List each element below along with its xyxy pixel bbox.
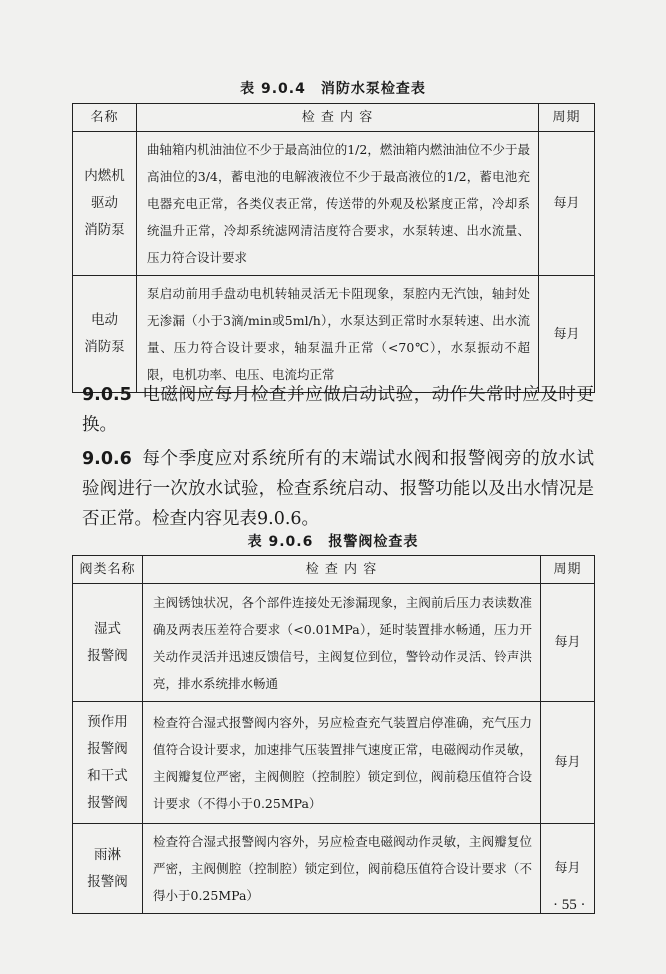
clause-text: 电磁阀应每月检查并应做启动试验，动作失常时应及时更换。 <box>82 385 594 435</box>
row-period-cell: 每月 <box>541 702 595 824</box>
row-content-cell: 曲轴箱内机油油位不少于最高油位的1/2，燃油箱内燃油油位不少于最高油位的3/4，蓄电池的电解液液位不少于最高液位的1/2，蓄电池充电器充电正常，各类仪表正常，传送带的外观及松紧度正常，冷却系统温升正常，冷却系统滤网清洁度符合要求，水泵转速、出水流量、压力符合设计要求 <box>137 132 539 276</box>
table-9-0-4-caption: 表 9.0.4 消防水泵检查表 <box>240 81 426 97</box>
header-name: 名称 <box>73 104 137 132</box>
header-period: 周期 <box>541 556 595 584</box>
clause-9-0-5 <box>82 380 594 440</box>
table-header-row <box>73 556 595 584</box>
header-content: 检 查 内 容 <box>137 104 539 132</box>
row-period-cell: 每月 <box>541 584 595 702</box>
row-name-cell: 电动 消防泵 <box>73 276 137 393</box>
row-content-cell: 检查符合湿式报警阀内容外，另应检查充气装置启停准确，充气压力值符合设计要求，加速排气压装置排气速度正常，电磁阀动作灵敏，主阀瓣复位严密，主阀侧腔（控制腔）锁定到位，阀前稳压值符合设计要求（不得小于0.25MPa） <box>143 702 541 824</box>
table-row <box>73 276 595 393</box>
table-header-row <box>73 104 595 132</box>
clause-number: 9.0.5 <box>82 385 132 405</box>
clause-text: 每个季度应对系统所有的末端试水阀和报警阀旁的放水试验阀进行一次放水试验，检查系统启动、报警功能以及出水情况是否正常。检查内容见表9.0.6。 <box>82 449 594 529</box>
table-row <box>73 132 595 276</box>
header-period: 周期 <box>539 104 595 132</box>
header-content: 检 查 内 容 <box>143 556 541 584</box>
page-number: · 55 · <box>553 897 586 913</box>
row-period-cell: 每月 <box>539 276 595 393</box>
table-row <box>73 824 595 914</box>
alarm-valve-inspection-table <box>72 555 595 914</box>
table-9-0-6-caption: 表 9.0.6 报警阀检查表 <box>247 534 419 550</box>
row-period-cell: 每月 <box>541 824 595 914</box>
table-row <box>73 702 595 824</box>
row-name-cell: 雨淋 报警阀 <box>73 824 143 914</box>
header-name: 阀类名称 <box>73 556 143 584</box>
table-row <box>73 584 595 702</box>
row-name-cell: 预作用 报警阀 和干式 报警阀 <box>73 702 143 824</box>
clause-9-0-6 <box>82 444 594 534</box>
clause-number: 9.0.6 <box>82 449 132 469</box>
row-content-cell: 检查符合湿式报警阀内容外，另应检查电磁阀动作灵敏，主阀瓣复位严密，主阀侧腔（控制腔）锁定到位，阀前稳压值符合设计要求（不得小于0.25MPa） <box>143 824 541 914</box>
row-content-cell: 主阀锈蚀状况，各个部件连接处无渗漏现象，主阀前后压力表读数准确及两表压差符合要求（<0.01MPa），延时装置排水畅通，压力开关动作灵活并迅速反馈信号，主阀复位到位，警铃动作灵活、铃声洪亮，排水系统排水畅通 <box>143 584 541 702</box>
row-period-cell: 每月 <box>539 132 595 276</box>
row-name-cell: 湿式 报警阀 <box>73 584 143 702</box>
row-content-cell: 泵启动前用手盘动电机转轴灵活无卡阻现象，泵腔内无汽蚀，轴封处无渗漏（小于3滴/min或5ml/h），水泵达到正常时水泵转速、出水流量、压力符合设计要求，轴泵温升正常（<70℃），水泵振动不超限，电机功率、电压、电流均正常 <box>137 276 539 393</box>
row-name-cell: 内燃机 驱动 消防泵 <box>73 132 137 276</box>
fire-pump-inspection-table <box>72 103 595 393</box>
